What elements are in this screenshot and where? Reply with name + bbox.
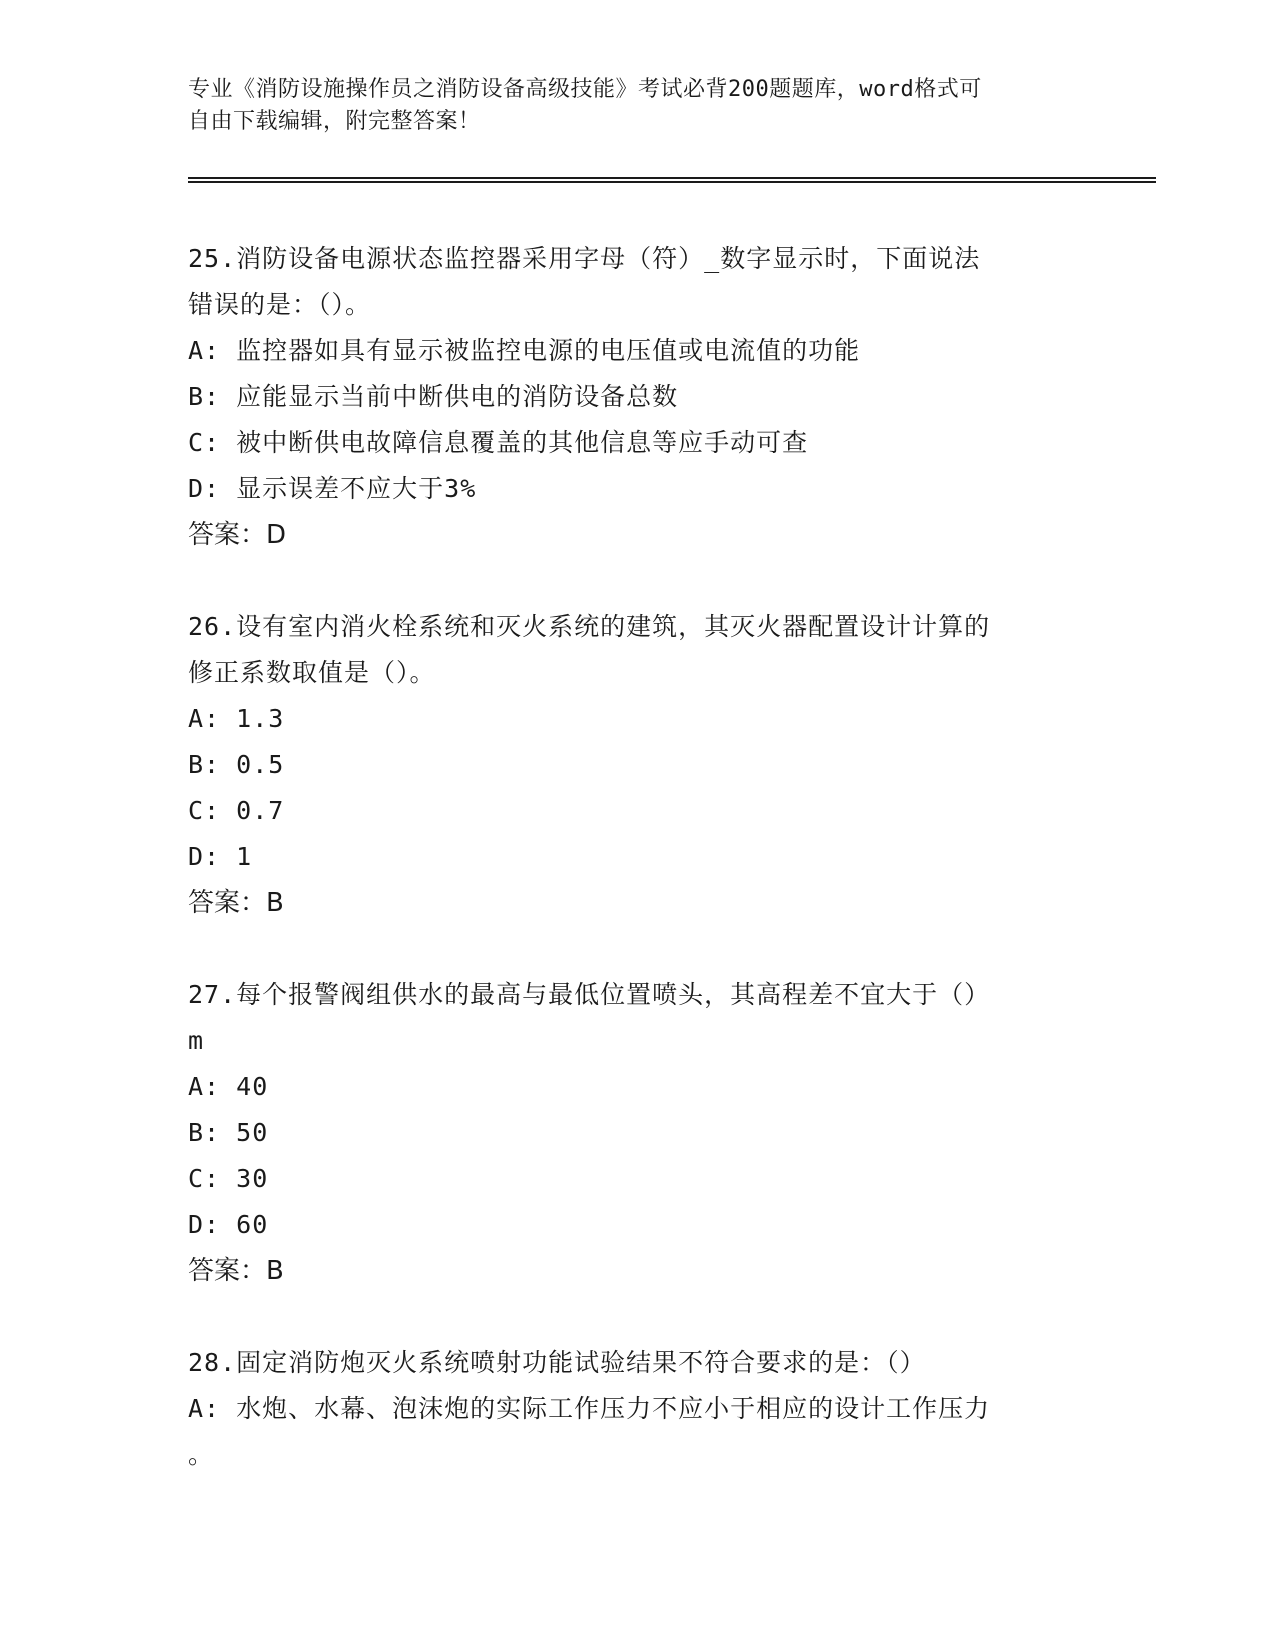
answer: 答案：B — [188, 888, 284, 918]
option-d: D: 60 — [188, 1210, 269, 1239]
header-line-2: 自由下载编辑，附完整答案！ — [188, 109, 481, 134]
question-text-line: 修正系数取值是（）。 — [188, 658, 436, 687]
question-text-line: 25.消防设备电源状态监控器采用字母（符）_数字显示时，下面说法 — [188, 244, 981, 273]
question-text-line: 错误的是：（）。 — [188, 290, 372, 319]
option-a: A: 1.3 — [188, 704, 285, 733]
question-list — [188, 236, 1088, 1524]
answer: 答案：B — [188, 1256, 284, 1286]
question-text-line: m — [188, 1026, 205, 1055]
header-double-rule — [188, 177, 1156, 183]
question-28 — [188, 1340, 1088, 1478]
option-c: C: 0.7 — [188, 796, 285, 825]
question-text-line: 26.设有室内消火栓系统和灭火系统的建筑，其灭火器配置设计计算的 — [188, 612, 991, 641]
option-c: C: 被中断供电故障信息覆盖的其他信息等应手动可查 — [188, 428, 809, 457]
option-d: D: 1 — [188, 842, 253, 871]
option-b: B: 应能显示当前中断供电的消防设备总数 — [188, 382, 679, 411]
option-b: B: 0.5 — [188, 750, 285, 779]
option-a: A: 40 — [188, 1072, 269, 1101]
answer: 答案：D — [188, 520, 287, 550]
option-a-continued: 。 — [188, 1440, 215, 1469]
option-a: A: 监控器如具有显示被监控电源的电压值或电流值的功能 — [188, 336, 861, 365]
option-c: C: 30 — [188, 1164, 269, 1193]
option-d: D: 显示误差不应大于3% — [188, 474, 477, 503]
document-header — [188, 74, 1068, 138]
header-line-1: 专业《消防设施操作员之消防设备高级技能》考试必背200题题库，word格式可 — [188, 77, 982, 102]
option-a: A: 水炮、水幕、泡沫炮的实际工作压力不应小于相应的设计工作压力 — [188, 1394, 991, 1423]
question-25 — [188, 236, 1088, 558]
question-27 — [188, 972, 1088, 1294]
option-b: B: 50 — [188, 1118, 269, 1147]
question-text-line: 27.每个报警阀组供水的最高与最低位置喷头，其高程差不宜大于（） — [188, 980, 991, 1009]
question-26 — [188, 604, 1088, 926]
question-text-line: 28.固定消防炮灭火系统喷射功能试验结果不符合要求的是：（） — [188, 1348, 926, 1377]
